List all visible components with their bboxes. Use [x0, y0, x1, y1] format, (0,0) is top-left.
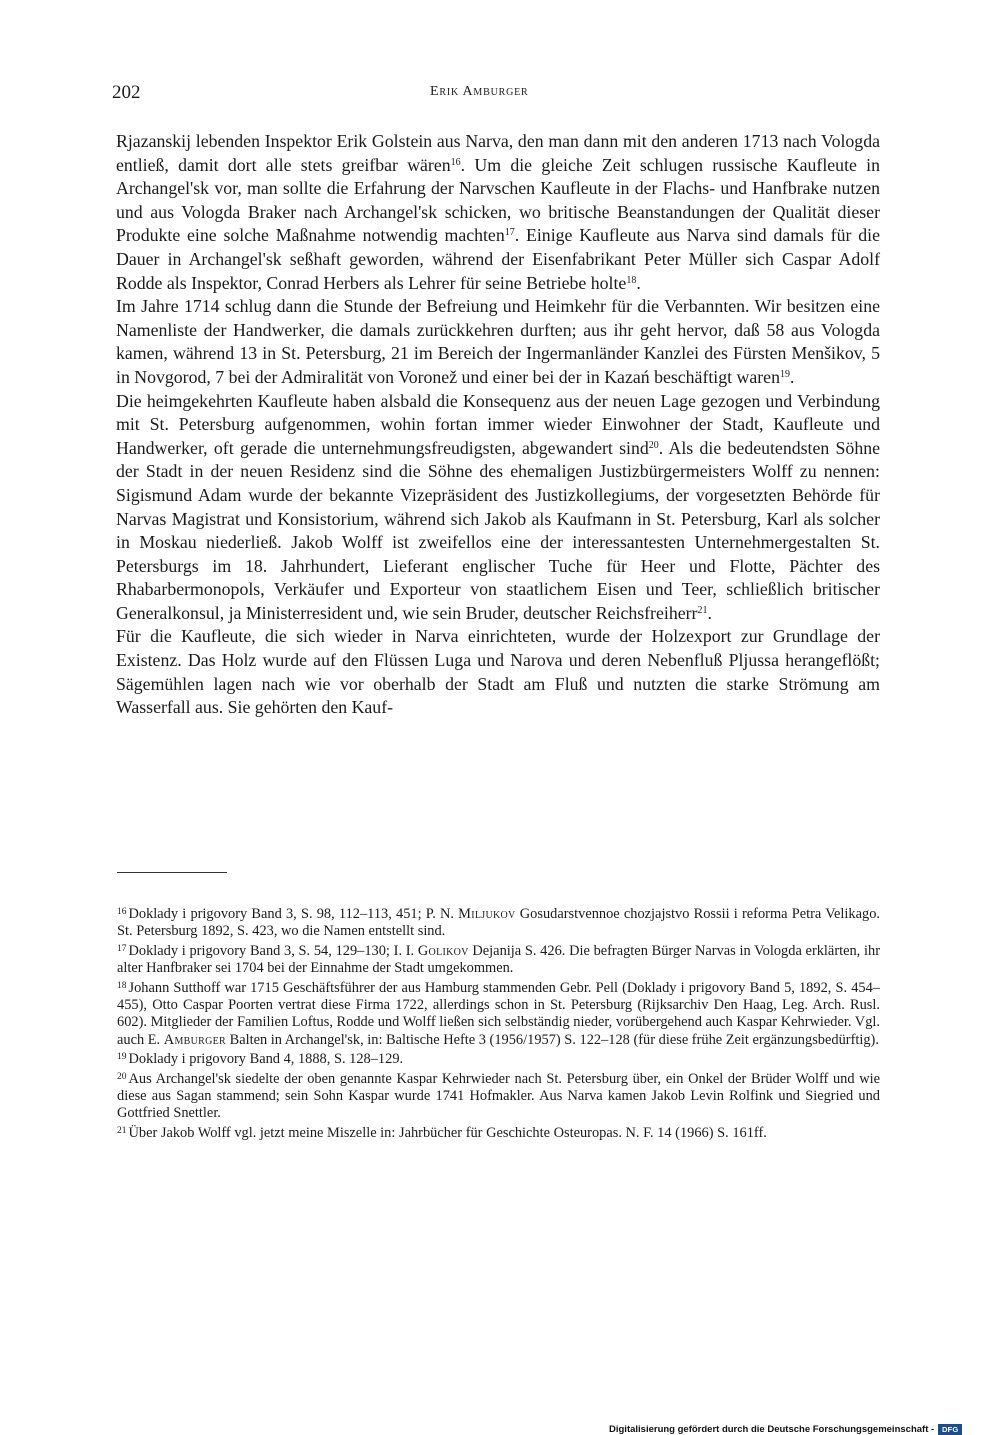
footnote-number: 21 — [117, 1125, 127, 1136]
paragraph-3-text-a: Die heimgekehrten Kaufleute haben alsbald die Konsequenz aus der neuen Lage gezogen und Verbindung mit St. Petersburg aufgenommen, wohin fortan immer wieder Einwohner der Stadt, Kaufleute und Handwerker, oft gerade die unternehmungsfreudigsten, abgewandert sind — [116, 390, 880, 458]
footnotes — [117, 904, 880, 1142]
paragraph-3-text-c: . — [707, 602, 712, 623]
footnote-author: Golikov — [417, 942, 469, 959]
footnote-ref-19: 19 — [779, 368, 790, 380]
footnote-text: Über Jakob Wolff vgl. jetzt meine Miszelle in: Jahrbücher für Geschichte Osteuropas. N. F. 14 (1966) S. 161ff. — [128, 1124, 767, 1141]
footnote — [117, 941, 880, 978]
footnote-number: 19 — [117, 1052, 127, 1063]
footnote-text: Doklady i prigovory Band 3, S. 98, 112–113, 451; P. N. — [128, 906, 459, 922]
main-text — [116, 130, 880, 720]
page-header — [112, 82, 882, 108]
footnote-number: 18 — [117, 980, 127, 991]
footnote-number: 20 — [117, 1071, 127, 1082]
page-number: 202 — [112, 82, 141, 103]
paragraph-1-text-a: Rjazanskij lebenden Inspektor Erik Golstein aus Narva, den man dann mit den anderen 1713 nach Vologda entließ, damit dort alle stets greifbar wären — [116, 131, 880, 175]
footnote-ref-21: 21 — [697, 604, 708, 616]
footnote-ref-20: 20 — [648, 439, 659, 451]
footnote — [117, 904, 880, 941]
dfg-logo-text: DFG — [941, 1425, 959, 1434]
footnote — [117, 1123, 880, 1142]
paragraph-3-text-b: . Als die bedeutendsten Söhne der Stadt in der neuen Residenz sind die Söhne des ehemaligen Justizbürgermeisters Wolff zu nennen: Sigismund Adam wurde der bekannte Vizepräsident des Justizkollegiums, der vorgesetzten Behörde für Narvas Magistrat und Konsistorium, während sich Jakob als Kaufmann in St. Petersburg, Karl als solcher in Moskau niederließ. Jakob Wolff ist zweifellos eine der interessantesten Unternehmergestalten St. Petersburgs im 18. Jahrhundert, Lieferant englischer Tuche für Heer und Flotte, Pächter des Rhabarbermonopols, Verkäufer und Exporteur von staatlichem Eisen und Teer, schließlich britischer Generalkonsul, ja Ministerresident und, wie sein Bruder, deutscher Reichsfreiherr — [116, 437, 880, 623]
paragraph-1-text-b: . Um die gleiche Zeit schlugen russische Kaufleute in Archangel'sk vor, man sollte die Erfahrung der Narvschen Kaufleute in der Flachs- und Hanfbrake nutzen und aus Vologda Braker nach Archangel'sk schicken, wo britische Beanstandungen der Qualität dieser Produkte eine solche Maßnahme notwendig machten — [116, 154, 881, 246]
dfg-logo-icon — [938, 1424, 962, 1435]
footnote-ref-17: 17 — [504, 227, 515, 239]
paragraph-3 — [116, 390, 880, 626]
paragraph-1-text-c: . Einige Kaufleute aus Narva sind damals für die Dauer in Archangel'sk seßhaft geworden, während der Eisenfabrikant Peter Müller sich Caspar Adolf Rodde als Inspektor, Conrad Herbers als Lehrer für seine Betriebe holte — [116, 225, 880, 293]
footnote-text-cont: Gosudarstvennoe chozjajstvo Rossii i reforma Petra Velikago. St. Petersburg 1892, S. 423, wo die Namen entstellt sind. — [117, 906, 880, 940]
paragraph-2-text-a: Im Jahre 1714 schlug dann die Stunde der Befreiung und Heimkehr für die Verbannten. Wir besitzen eine Namenliste der Handwerker, die damals zurückkehren durften; aus ihr geht hervor, daß 58 aus Vologda kamen, während 13 in St. Petersburg, 21 im Bereich der Ingermanländer Kanzlei des Fürsten Menšikov, 5 in Novgorod, 7 bei der Admiralität von Voronež und einer bei der in Kazań beschäftigt waren — [116, 296, 880, 387]
footnote-divider — [117, 872, 227, 873]
footnote-ref-16: 16 — [450, 156, 461, 168]
footnote-text: Johann Sutthoff war 1715 Geschäftsführer der aus Hamburg stammenden Gebr. Pell (Doklady i prigovory Band 5, 1892, S. 454–455), Otto Caspar Poorten vertrat diese Firma 1722, allerdings schon in St. Petersburg (Rijksarchiv Den Haag, Leg. Arch. Rusl. 602). Mitglieder der Familien Loftus, Rodde und Wolff ließen sich selbständig nieder, vorübergehend auch Kaspar Kehrwieder. Vgl. auch E. — [117, 979, 880, 1048]
paragraph-4: Für die Kaufleute, die sich wieder in Narva einrichteten, wurde der Holzexport zur Grundlage der Existenz. Das Holz wurde auf den Flüssen Luga und Narova und deren Nebenfluß Pljussa herangeflößt; Sägemühlen lagen nach wie vor oberhalb der Stadt am Fluß und nutzten die starke Strömung am Wasserfall aus. Sie gehörten den Kauf- — [116, 626, 880, 718]
paragraph-1-text-d: . — [636, 272, 641, 293]
footnote — [117, 1069, 880, 1123]
footnote-text: Doklady i prigovory Band 3, S. 54, 129–130; I. I. — [128, 942, 418, 959]
footnote — [117, 1049, 880, 1068]
paragraph-1 — [116, 130, 880, 295]
running-head: Erik Amburger — [430, 84, 529, 99]
footnote-text-cont: Balten in Archangel'sk, in: Baltische Hefte 3 (1956/1957) S. 122–128 (für diese frühe Zeit ergänzungsbedürftig). — [226, 1031, 879, 1048]
footnote-number: 17 — [117, 943, 127, 954]
digitization-banner — [609, 1424, 962, 1435]
digitization-credit: Digitalisierung gefördert durch die Deutsche Forschungsgemeinschaft - — [609, 1424, 935, 1435]
footnote-number: 16 — [117, 907, 127, 917]
footnote-author: Amburger — [163, 1031, 226, 1048]
paragraph-2-text-b: . — [789, 366, 795, 387]
footnote-text-cont: Dejanija S. 426. Die befragten Bürger Narvas in Vologda erklärten, ihr alter Hanfbraker sei 1704 bei der Einnahme der Stadt umgekommen. — [117, 942, 880, 977]
footnote-author: Miljukov — [458, 906, 516, 922]
footnote — [117, 978, 880, 1050]
footnote-text: Aus Archangel'sk siedelte der oben genannte Kaspar Kehrwieder nach St. Petersburg über, ein Onkel der Brüder Wolff und wie diese aus Sagan stammend; sein Sohn Kaspar wurde 1741 Hofmakler. Aus Narva kamen Jakob Levin Rolfink und Siegried und Gottfried Snettler. — [117, 1070, 880, 1122]
footnote-text: Doklady i prigovory Band 4, 1888, S. 128–129. — [128, 1051, 404, 1068]
paragraph-2 — [116, 295, 880, 389]
footnote-ref-18: 18 — [626, 274, 637, 286]
